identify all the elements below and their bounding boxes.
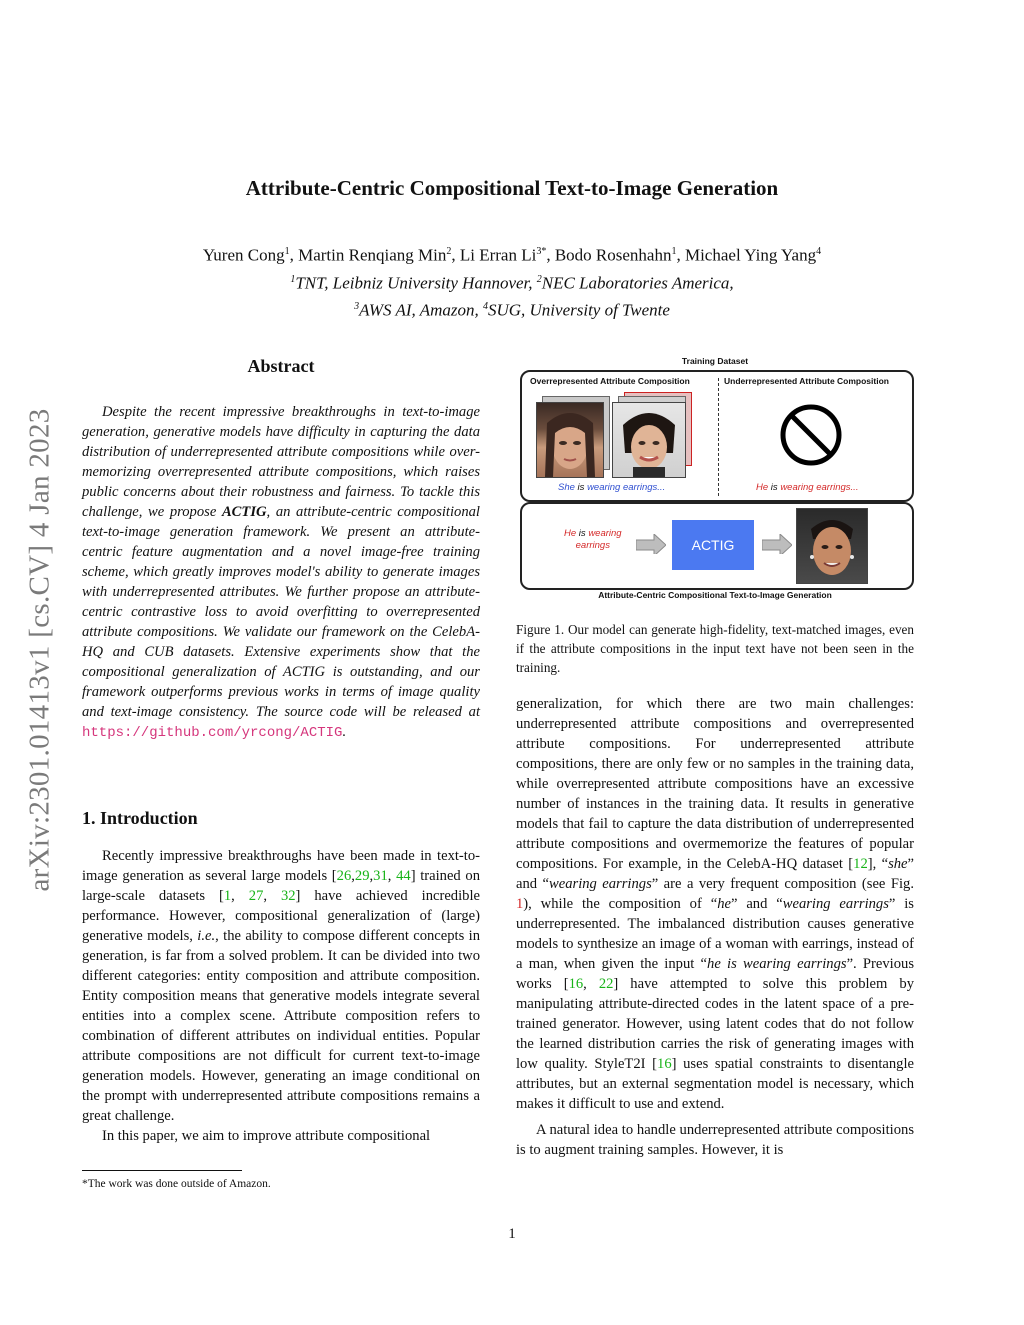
citation[interactable]: 12 xyxy=(853,856,868,872)
training-dataset-box xyxy=(520,370,914,502)
footnote-rule xyxy=(82,1170,242,1171)
citation[interactable]: 44 xyxy=(396,868,411,884)
citation[interactable]: 29 xyxy=(354,868,370,884)
page-number: 1 xyxy=(508,1226,516,1242)
author-block xyxy=(0,240,1024,323)
prohibited-icon xyxy=(778,402,844,468)
generated-man-photo xyxy=(796,508,868,584)
figure-1 xyxy=(516,356,914,606)
intro-paragraph-1: Recently impressive breakthroughs have been made in text-to-image generation as several large models [26,29,31, 44] trained on large-scale datasets [1, 27, 32] have achieved incredible performance. However, compositional generalization of (large) generative models, i.e., the ability to compose different concepts in generation, is far from a solved problem. It can be divided into two different categories: entity composition and attribute composition. Entity composition means that generative models integrate several entities into a complex scene. Attribute composition refers to combination of different attributes on individual entities. Popular attribute compositions are not difficult for current text-to-image generation models. However, generating an image conditional on the prompt with underrepresented attribute compositions remains a great challenge. xyxy=(82,848,481,1124)
face-photo-icon xyxy=(613,403,685,477)
generation-box xyxy=(520,502,914,590)
arxiv-stamp: arXiv:2301.01413v1 [cs.CV] 4 Jan 2023 xyxy=(23,408,56,892)
citation[interactable]: 32 xyxy=(280,888,296,904)
underrepresented-label: Underrepresented Attribute Composition xyxy=(724,376,889,386)
woman-face-photo-1 xyxy=(536,402,604,478)
affiliations-line-2: $^3$AWS AI, Amazon, $^4$SUG, University of Twente xyxy=(354,300,670,320)
figure-reference[interactable]: 1 xyxy=(516,896,524,912)
left-prompt: She is wearing earrings... xyxy=(558,482,666,493)
code-link[interactable]: https://github.com/yrcong/ACTIG xyxy=(82,725,343,741)
actig-model-box: ACTIG xyxy=(672,520,754,570)
citation[interactable]: 16 xyxy=(568,976,584,992)
abstract-heading: Abstract xyxy=(247,356,315,376)
arrow-right-icon xyxy=(636,534,666,554)
author-names: Yuren Cong$^1$, Martin Renqiang Min$^2$, Li Erran $Li^{3*}$, Bodo Rosenhahn$^1$, Michael Ying Yang$^4$ xyxy=(202,245,822,265)
figure-top-title: Training Dataset xyxy=(681,356,749,366)
figure-caption: Figure 1. Our model can generate high-fidelity, text-matched images, even if the attribute compositions in the input text have not been seen in the training. xyxy=(516,622,914,675)
abstract-body: Despite the recent impressive breakthroughs in text-to-image generation, generative models have difficulty in capturing the data distribution of underrepresented attribute compositions while over-memorizing overrepresented attribute compositions, which raises public concerns about their robustness and fairness. To tackle this challenge, we propose ACTIG, an attribute-centric compositional text-to-image generation framework. We present an attribute-centric feature augmentation and a novel image-free training scheme, which greatly improves model's ability to generate images with underrepresented attributes. We further propose an attribute-centric contrastive loss to avoid overfitting to overrepresented attribute compositions. We validate our framework on the CelebA-HQ and CUB datasets. Extensive experiments show that the compositional generalization of ACTIG is outstanding, and our framework outperforms previous works in terms of image quality and text-image consistency. The source code will be released at https://github.com/yrcong/ACTIG. xyxy=(82,404,480,741)
woman-face-photo-2 xyxy=(612,402,686,478)
intro-heading: 1. Introduction xyxy=(82,808,198,828)
right-paragraph-1: generalization, for which there are two main challenges: underrepresented attribute compositions and overrepresented attribute compositions. For underrepresented attribute compositions, there are only few or no samples in the training data, while overrepresented attribute compositions have an excessive number of instances in the training data. It results in generative models that fail to capture the data distribution of underrepresented attribute compositions and overmemorize the features of popular compositions. For example, in the CelebA-HQ dataset [12], “she” and “wearing earrings” are a very frequent composition (see Fig. 1), while the composition of “he” and “wearing earrings” is underrepresented. The imbalanced distribution causes generative models to synthesize an image of a woman with earrings, instead of a man, when given the input “he is wearing earrings”. Previous works [16, 22] have attempted to solve this problem by manipulating attribute-directed codes in the latent space of a pre-trained generator. However, using latent codes that do not follow the learned distribution carries the risk of generating images with low quality. StyleT2I [16] uses spatial constraints to disentangle attributes, but an external segmentation model is necessary, which makes it difficult to use and extend. xyxy=(516,696,915,1112)
paper-title: Attribute-Centric Compositional Text-to-Image Generation xyxy=(245,176,779,200)
overrepresented-label: Overrepresented Attribute Composition xyxy=(530,376,690,386)
input-prompt: He is wearing earrings xyxy=(564,528,622,551)
right-paragraph-2: A natural idea to handle underrepresented attribute compositions is to augment training samples. However, it is xyxy=(516,1122,914,1158)
citation[interactable]: 22 xyxy=(598,976,614,992)
footnote: *The work was done outside of Amazon. xyxy=(82,1178,271,1190)
citation[interactable]: 31 xyxy=(373,868,388,884)
intro-paragraph-2: In this paper, we aim to improve attribute compositional xyxy=(102,1128,431,1144)
right-column-body xyxy=(516,694,914,1160)
intro-body xyxy=(82,846,480,1146)
affiliations-line-1: $^1$TNT, Leibniz University Hannover, $^2$NEC Laboratories America, xyxy=(290,273,734,293)
arrow-right-icon xyxy=(762,534,792,554)
divider-dashed xyxy=(718,378,719,496)
citation[interactable]: 1 xyxy=(223,888,232,904)
citation[interactable]: 26 xyxy=(336,868,352,884)
citation[interactable]: 16 xyxy=(657,1056,672,1072)
face-photo-icon xyxy=(797,509,867,583)
right-prompt: He is wearing earrings... xyxy=(756,482,859,493)
figure-bottom-title: Attribute-Centric Compositional Text-to-Image Generation xyxy=(598,590,832,600)
citation[interactable]: 27 xyxy=(248,888,264,904)
face-photo-icon xyxy=(537,403,603,477)
